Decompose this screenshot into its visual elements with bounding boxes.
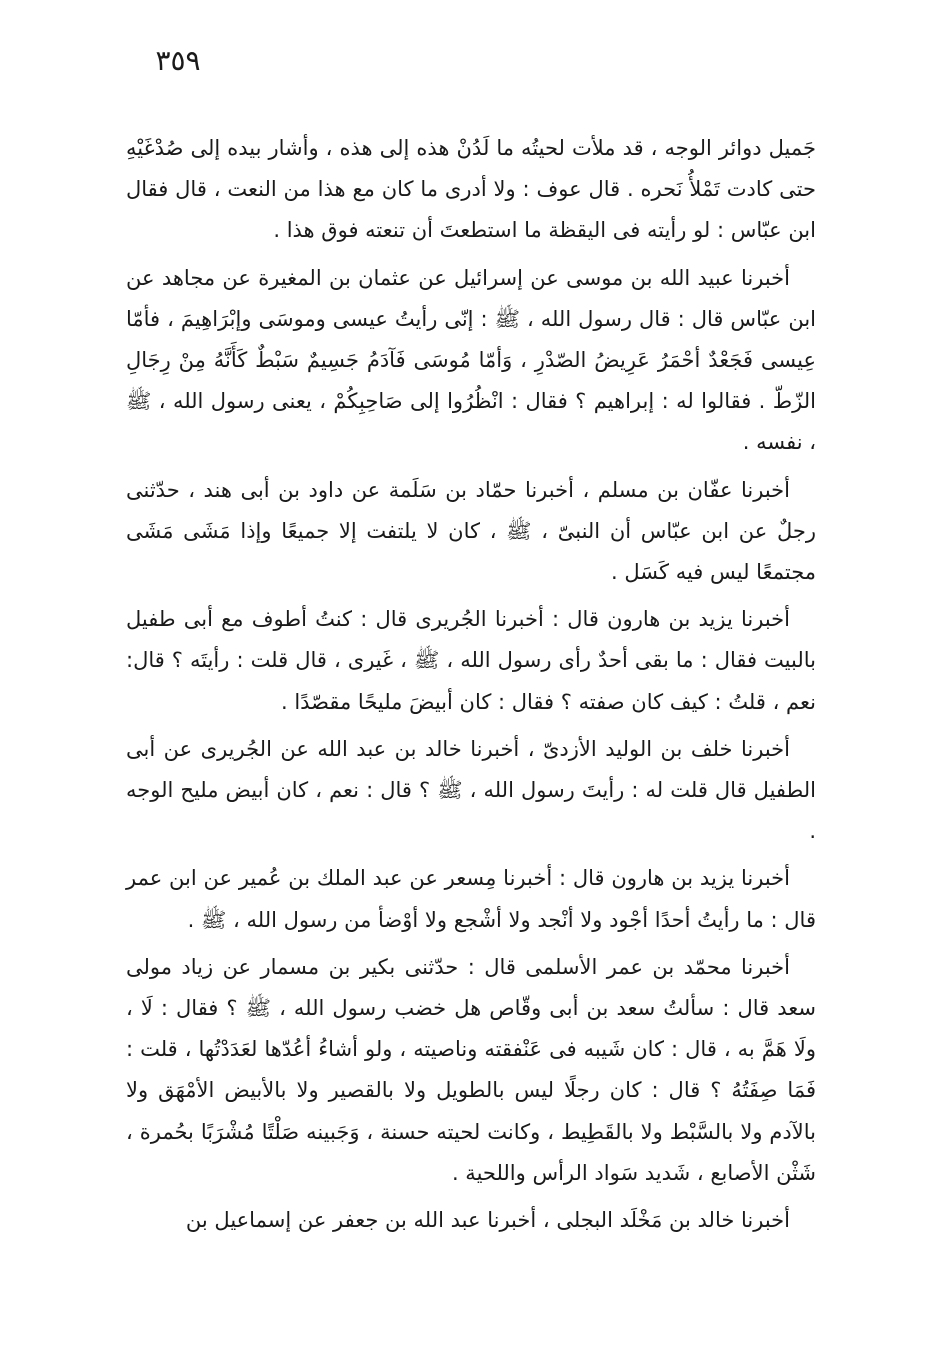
page-number: ٣٥٩	[155, 44, 201, 77]
page-body	[126, 128, 816, 1247]
paragraph-hadith: أخبرنا خلف بن الوليد الأزدىّ ، أخبرنا خالد بن عبد الله عن الجُريرى عن أبى الطفيل قال قلت له : رأيتَ رسول الله ، ﷺ ؟ قال : نعم ، كان أبيض مليح الوجه .	[126, 736, 816, 844]
paragraph-continuation: جَميل دوائر الوجه ، قد ملأت لحيتُه ما لَدُنْ هذه إلى هذه ، وأشار بيده إلى صُدْغَيْهِ حتى كادت تَمْلأُ نَحره . قال عوف : ولا أدرى ما كان مع هذا من النعت ، قال فقال ابن عبّاس : لو رأيته فى اليقظة ما استطعتَ أن تنعته فوق هذا .	[126, 136, 816, 243]
paragraph-hadith: أخبرنا يزيد بن هارون قال : أخبرنا الجُريرى قال : كنتُ أطوف مع أبى طفيل بالبيت فقال : ما بقى أحدٌ رأى رسول الله ، ﷺ ، غَيرى ، قال قلت : رأيتَه ؟ قال: نعم ، قلتُ : كيف كان صفته ؟ فقال : كان أبيضَ مليحًا مقصّدًا .	[126, 607, 816, 714]
paragraph-hadith: أخبرنا خالد بن مَخْلَد البجلى ، أخبرنا عبد الله بن جعفر عن إسماعيل بن	[185, 1208, 790, 1233]
paragraph-hadith: أخبرنا يزيد بن هارون قال : أخبرنا مِسعر عن عبد الملك بن عُمير عن ابن عمر قال : ما رأيتُ أحدًا أجْود ولا أنْجد ولا أشْجع ولا أوْضأ من رسول الله ، ﷺ .	[126, 866, 816, 932]
paragraph-hadith: أخبرنا عبيد الله بن موسى عن إسرائيل عن عثمان بن المغيرة عن مجاهد عن ابن عبّاس قال : قال رسول الله ، ﷺ : إنّى رأيتُ عيسى وموسَى وإبْرَاهِيمَ ، فأمّا عِيسى فَجَعْدٌ أحْمَرُ عَرِيضُ الصّدْرِ ، وَأمّا مُوسَى فَآدَمُ جَسِيمٌ سَبْطٌ كَأَنَّهُ مِنْ رِجَالِ الزّطّ . فقالوا له : إبراهيم ؟ فقال : انْظُرُوا إلى صَاحِبِكُمْ ، يعنى رسول الله ، ﷺ ، نفسه .	[126, 265, 816, 455]
paragraph-hadith: أخبرنا محمّد بن عمر الأسلمى قال : حدّثنى بكير بن مسمار عن زياد مولى سعد قال : سألتُ سعد بن أبى وقّاص هل خضب رسول الله ، ﷺ ؟ فقال : لَا ، ولَا هَمَّ به ، قال : كان شَيبه فى عَنْفقته وناصيته ، ولو أشاءُ أعُدّها لعَدَدْتُها ، قلت : فَمَا صِفَتُهُ ؟ قال : كان رجلًا ليس بالطويل ولا بالقصير ولا بالأبيض الأمْهَق ولا بالآدم ولا بالسَّبْط ولا بالقَطِيط ، وكانت لحيته حسنة ، وَجَبينه صَلْتًا مُشْرَبًا بحُمرة ، شَثْن الأصابع ، شَديد سَواد الرأس واللحية .	[126, 954, 816, 1185]
paragraph-hadith: أخبرنا عفّان بن مسلم ، أخبرنا حمّاد بن سَلَمة عن داود بن أبى هند ، حدّثنى رجلٌ عن ابن عبّاس أن النبىّ ، ﷺ ، كان لا يلتفت إلا جميعًا وإذا مَشَى مَشَى مجتمعًا ليس فيه كَسَل .	[126, 477, 816, 585]
